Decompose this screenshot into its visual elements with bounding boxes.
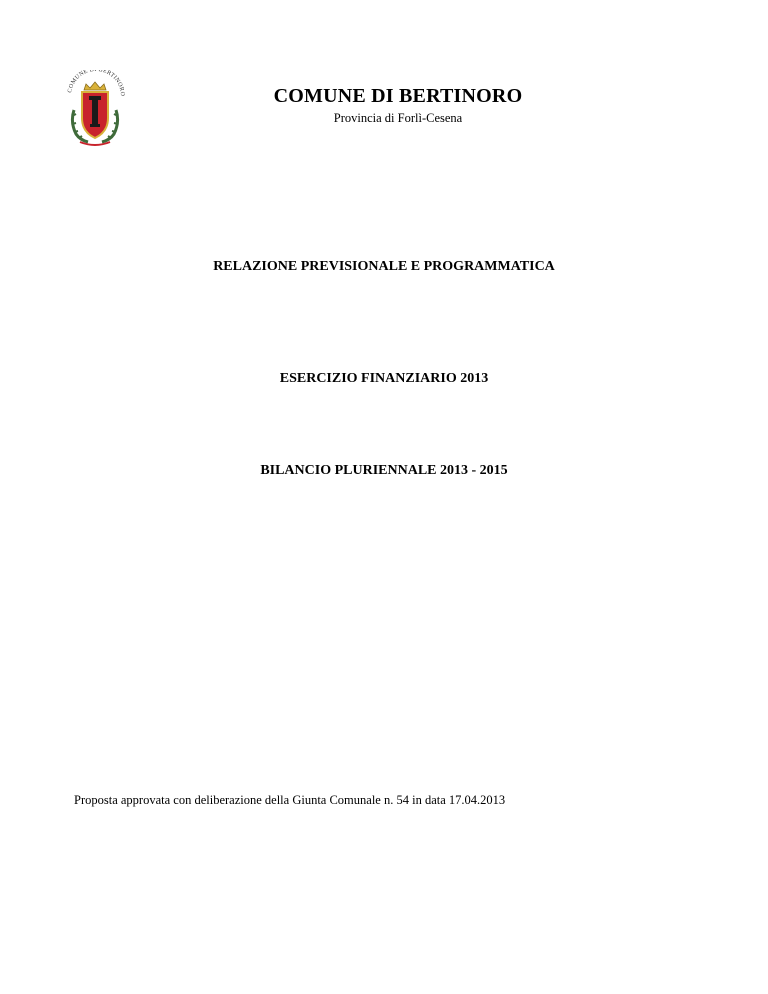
municipality-title: COMUNE DI BERTINORO — [273, 85, 523, 107]
municipal-crest-icon — [62, 70, 128, 150]
document-title: RELAZIONE PREVISIONALE E PROGRAMMATICA — [213, 259, 555, 274]
svg-text:COMUNE DI BERTINORO: COMUNE DI BERTINORO — [67, 70, 126, 97]
province-subtitle: Provincia di Forlì-Cesena — [333, 111, 463, 125]
approval-note: Proposta approvata con deliberazione della Giunta Comunale n. 54 in data 17.04.2013 — [74, 793, 506, 807]
fiscal-year-heading: ESERCIZIO FINANZIARIO 2013 — [279, 371, 489, 386]
multiyear-budget-heading: BILANCIO PLURIENNALE 2013 - 2015 — [260, 463, 508, 478]
